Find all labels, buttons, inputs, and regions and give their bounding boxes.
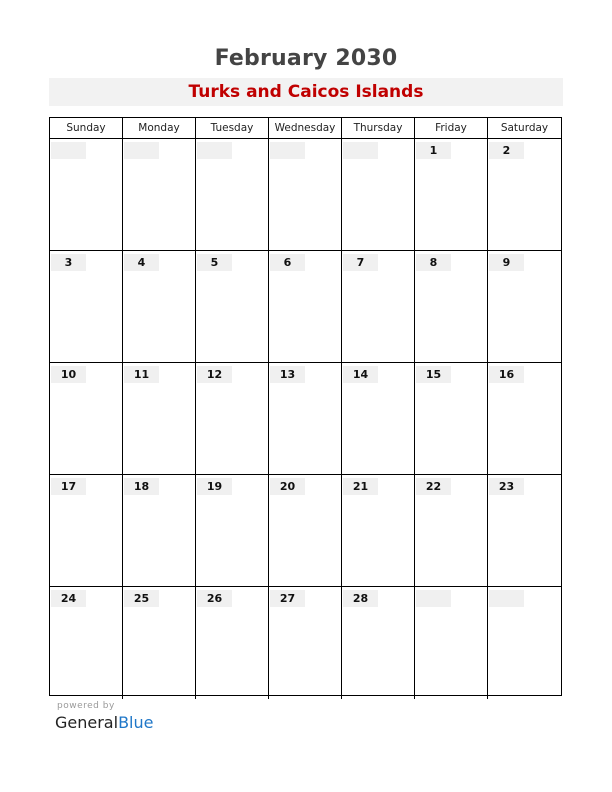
day-number: 27 (270, 590, 305, 607)
day-cell[interactable] (50, 139, 123, 250)
weekday-thursday: Thursday (342, 118, 415, 138)
weekday-sunday: Sunday (50, 118, 123, 138)
day-number (197, 142, 232, 159)
brand-blue: Blue (118, 713, 154, 732)
week-row (50, 475, 561, 587)
day-number: 8 (416, 254, 451, 271)
day-cell[interactable] (50, 475, 123, 586)
day-number: 25 (124, 590, 159, 607)
day-number: 10 (51, 366, 86, 383)
day-number: 9 (489, 254, 524, 271)
week-row (50, 251, 561, 363)
day-cell[interactable] (50, 363, 123, 474)
day-cell[interactable] (415, 251, 488, 362)
week-row (50, 363, 561, 475)
day-cell[interactable] (196, 139, 269, 250)
day-cell[interactable] (269, 251, 342, 362)
day-cell[interactable] (196, 363, 269, 474)
day-number: 1 (416, 142, 451, 159)
day-cell[interactable] (269, 475, 342, 586)
weekday-friday: Friday (415, 118, 488, 138)
day-cell[interactable] (342, 251, 415, 362)
powered-by-label: powered by (57, 701, 115, 711)
day-cell[interactable] (342, 139, 415, 250)
day-cell[interactable] (415, 139, 488, 250)
week-row (50, 587, 561, 699)
day-number (343, 142, 378, 159)
day-number (51, 142, 86, 159)
weekday-header (50, 118, 561, 139)
day-cell[interactable] (488, 475, 561, 586)
day-number: 16 (489, 366, 524, 383)
day-cell[interactable] (488, 587, 561, 699)
day-number: 19 (197, 478, 232, 495)
day-number: 22 (416, 478, 451, 495)
weekday-monday: Monday (123, 118, 196, 138)
day-number: 2 (489, 142, 524, 159)
day-cell[interactable] (269, 587, 342, 699)
day-cell[interactable] (415, 475, 488, 586)
day-number: 11 (124, 366, 159, 383)
day-cell[interactable] (123, 475, 196, 586)
region-name: Turks and Caicos Islands (188, 82, 424, 102)
day-cell[interactable] (196, 251, 269, 362)
day-number: 3 (51, 254, 86, 271)
day-number: 23 (489, 478, 524, 495)
day-cell[interactable] (415, 587, 488, 699)
day-cell[interactable] (488, 139, 561, 250)
day-number: 28 (343, 590, 378, 607)
day-cell[interactable] (342, 363, 415, 474)
day-number: 21 (343, 478, 378, 495)
page-title: February 2030 (214, 46, 398, 71)
day-number: 6 (270, 254, 305, 271)
weekday-saturday: Saturday (500, 122, 549, 134)
week-row (50, 139, 561, 251)
day-cell[interactable] (415, 363, 488, 474)
day-cell[interactable] (196, 587, 269, 699)
day-cell[interactable] (50, 587, 123, 699)
day-number: 4 (124, 254, 159, 271)
day-number: 12 (197, 366, 232, 383)
day-cell[interactable] (196, 475, 269, 586)
weekday-tuesday: Tuesday (196, 118, 269, 138)
day-cell[interactable] (123, 139, 196, 250)
region-banner (49, 78, 563, 106)
brand-general: General (55, 713, 119, 732)
day-number (124, 142, 159, 159)
day-number: 18 (124, 478, 159, 495)
day-number: 13 (270, 366, 305, 383)
day-cell[interactable] (488, 251, 561, 362)
day-number (416, 590, 451, 607)
brand-logo[interactable] (55, 713, 153, 732)
day-number: 17 (51, 478, 86, 495)
day-cell[interactable] (123, 363, 196, 474)
day-number: 24 (51, 590, 86, 607)
day-number: 5 (197, 254, 232, 271)
calendar-grid (49, 117, 562, 696)
day-cell[interactable] (269, 139, 342, 250)
day-cell[interactable] (269, 363, 342, 474)
day-cell[interactable] (50, 251, 123, 362)
day-number (270, 142, 305, 159)
day-number: 7 (343, 254, 378, 271)
day-number: 20 (270, 478, 305, 495)
day-cell[interactable] (123, 587, 196, 699)
day-number: 26 (197, 590, 232, 607)
day-cell[interactable] (342, 475, 415, 586)
day-number: 14 (343, 366, 378, 383)
day-cell[interactable] (342, 587, 415, 699)
day-number: 15 (416, 366, 451, 383)
day-number (489, 590, 524, 607)
weekday-wednesday: Wednesday (269, 118, 342, 138)
day-cell[interactable] (123, 251, 196, 362)
day-cell[interactable] (488, 363, 561, 474)
